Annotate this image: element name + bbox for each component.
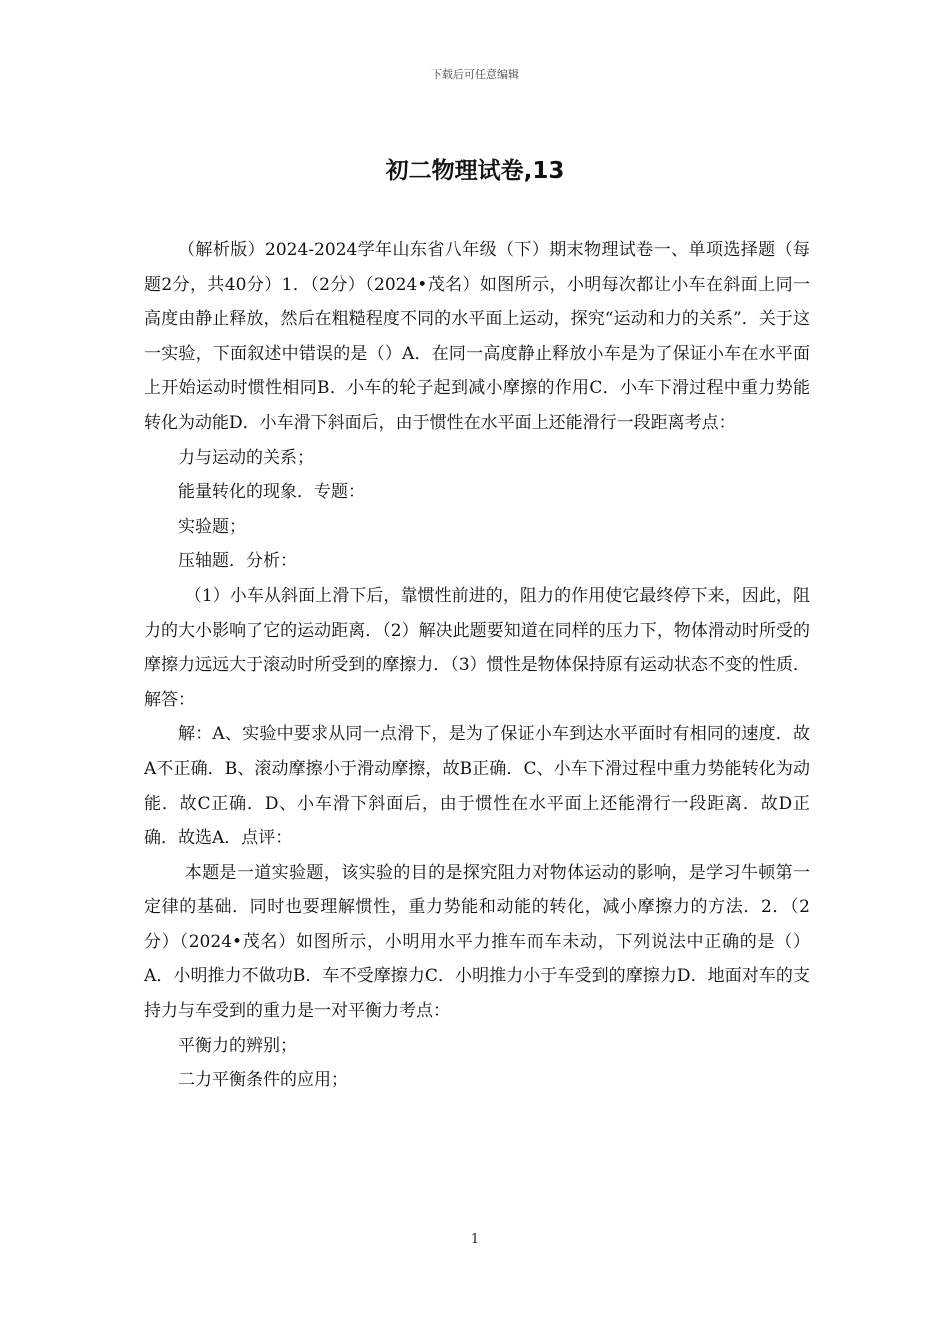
paragraph-question-1: （解析版）2024-2024学年山东省八年级（下）期末物理试卷一、单项选择题（每题2分，共40分）1．（2分）（2024•茂名）如图所示，小明每次都让小车在斜面上同一高度由静止释放，然后在粗糙程度不同的水平面上运动，探究“运动和力的关系”．关于这一实验，下面叙述中错误的是（）A．在同一高度静止释放小车是为了保证小车在水平面上开始运动时惯性相同B．小车的轮子起到减小摩擦的作用C．小车下滑过程中重力势能转化为动能D．小车滑下斜面后，由于惯性在水平面上还能滑行一段距离考点： [144, 240, 810, 433]
paragraph-comment-question-2: 本题是一道实验题，该实验的目的是探究阻力对物体运动的影响，是学习牛顿第一定律的基础．同时也要理解惯性，重力势能和动能的转化，减小摩擦力的方法．2．（2分）（2024•茂名）如图所示，小明用水平力推车而车未动，下列说法中正确的是（）A．小明推力不做功B．车不受摩擦力C．小明推力小于车受到的摩擦力D．地面对车的支持力与车受到的重力是一对平衡力考点： [144, 862, 810, 1022]
paragraph-analysis: （1）小车从斜面上滑下后，靠惯性前进的，阻力的作用使它最终停下来，因此，阻力的大小影响了它的运动距离．（2）解决此题要知道在同样的压力下，物体滑动时所受的摩擦力远远大于滚动时所受到的摩擦力．（3）惯性是物体保持原有运动状态不变的性质．解答： [144, 585, 810, 710]
paragraph-kaodian-1: 力与运动的关系； [178, 447, 314, 468]
paragraph-solution: 解：A、实验中要求从同一点滑下，是为了保证小车到达水平面时有相同的速度．故A不正确．B、滚动摩擦小于滑动摩擦，故B正确．C、小车下滑过程中重力势能转化为动能．故C正确．D、小车滑下斜面后，由于惯性在水平面上还能滑行一段距离．故D正确．故选A．点评： [144, 724, 810, 849]
paragraph-kaodian-3: 平衡力的辨别； [178, 1035, 297, 1056]
paragraph-zhuanti-1: 实验题； [178, 516, 246, 537]
page-header-note: 下载后可任意编辑 [431, 68, 519, 81]
document-body [144, 233, 810, 1098]
document-title: 初二物理试卷,13 [385, 158, 565, 184]
paragraph-kaodian-2: 能量转化的现象．专题： [178, 482, 365, 503]
paragraph-zhuanti-2: 压轴题．分析： [178, 551, 297, 572]
page-number: 1 [470, 1232, 480, 1247]
paragraph-kaodian-4: 二力平衡条件的应用； [178, 1070, 348, 1091]
